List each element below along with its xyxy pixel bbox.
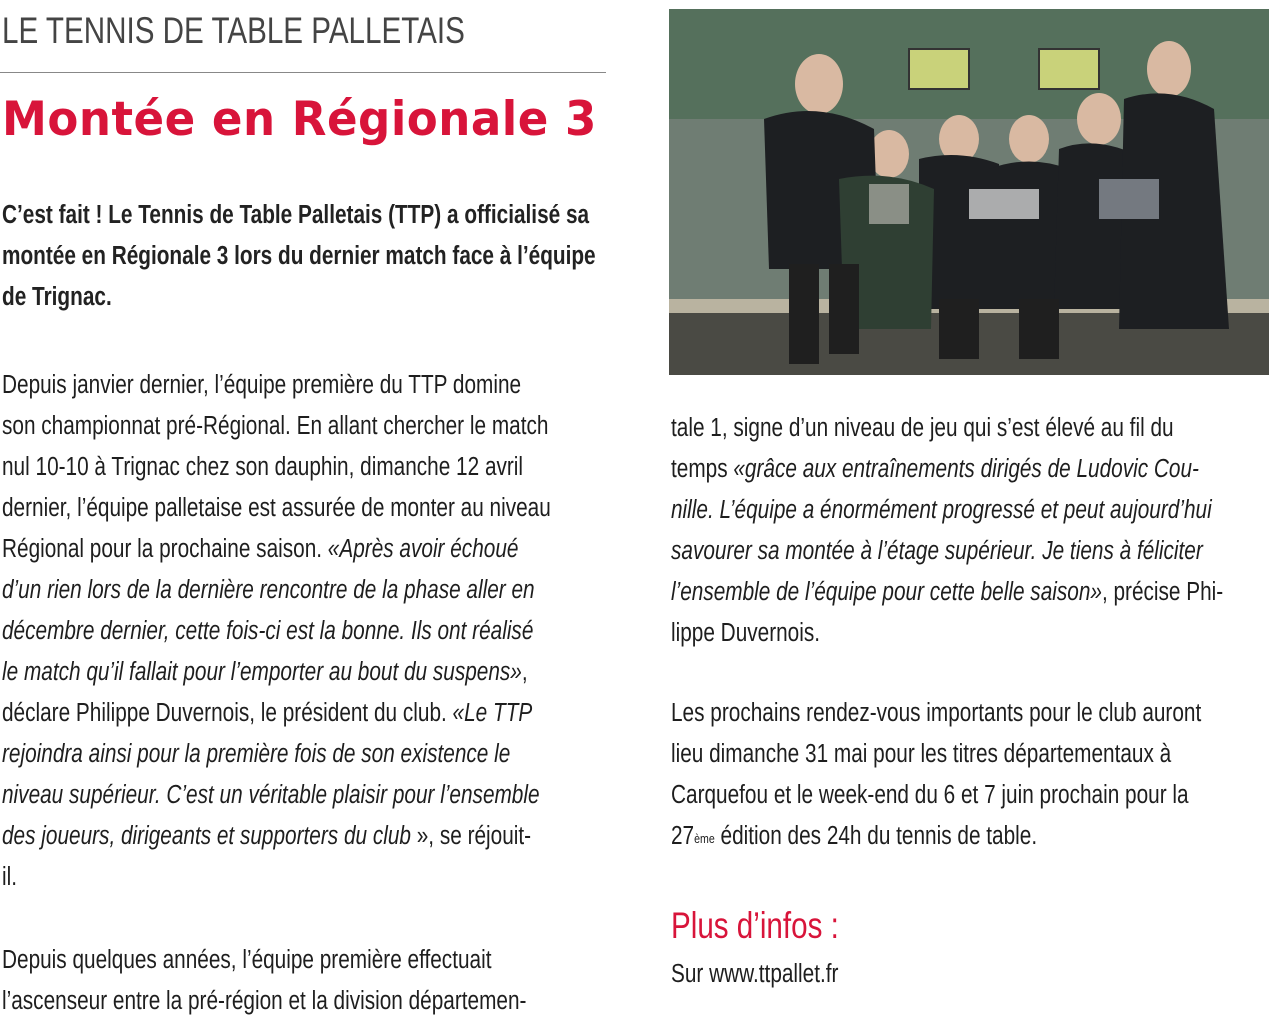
quote-run: décembre dernier, cette fois-ci est la bonne. Ils ont réalisé <box>2 617 534 645</box>
quote-run: rejoindra ainsi pour la première fois de son existence le <box>2 740 511 768</box>
lede-line: C’est fait ! Le Tennis de Table Palletais (TTP) a officialisé sa <box>2 201 590 229</box>
article-paragraph-2 <box>2 940 605 1022</box>
lede-line: de Trignac. <box>2 283 112 311</box>
text-line: son championnat pré-Régional. En allant chercher le match <box>2 412 549 440</box>
text-line <box>671 816 1269 857</box>
text-line: Depuis janvier dernier, l’équipe première du TTP domine <box>2 371 522 399</box>
text-line <box>671 449 1269 490</box>
text-line: l’ascenseur entre la pré-région et la division départemen- <box>2 987 527 1015</box>
text-run: , précise Phi- <box>1101 578 1224 606</box>
text-run: déclare Philippe Duvernois, le président du club. <box>2 699 453 727</box>
text-line <box>671 531 1269 572</box>
text-line: lippe Duvernois. <box>671 619 821 647</box>
quote-run: «grâce aux entraînements dirigés de Ludovic Cou- <box>733 455 1199 483</box>
quote-run: «Après avoir échoué <box>327 535 519 563</box>
more-info-heading: Plus d’infos : <box>671 905 839 946</box>
text-line <box>2 816 605 857</box>
text-line <box>2 529 605 570</box>
quote-run: des joueurs, dirigeants et supporters du club <box>2 822 411 850</box>
text-line: nul 10-10 à Trignac chez son dauphin, dimanche 12 avril <box>2 453 524 481</box>
text-run: temps <box>671 455 734 483</box>
text-line: Les prochains rendez-vous importants pour le club auront <box>671 699 1202 727</box>
quote-run: «Le TTP <box>452 699 533 727</box>
text-line <box>2 734 605 775</box>
quote-run: d’un rien lors de la dernière rencontre de la phase aller en <box>2 576 535 604</box>
article-lede <box>2 195 605 318</box>
text-line <box>2 775 605 816</box>
text-line: lieu dimanche 31 mai pour les titres départementaux à <box>671 740 1172 768</box>
quote-run: l’ensemble de l’équipe pour cette belle saison» <box>671 578 1102 606</box>
quote-run: le match qu’il fallait pour l’emporter au bout du suspens» <box>2 658 522 686</box>
text-line <box>2 693 605 734</box>
article-paragraph-1 <box>2 365 605 898</box>
text-line <box>671 572 1269 613</box>
text-line <box>671 490 1269 531</box>
text-line: Carquefou et le week-end du 6 et 7 juin prochain pour la <box>671 781 1189 809</box>
text-run: , <box>521 658 528 686</box>
more-info-link[interactable]: Sur www.ttpallet.fr <box>671 960 839 988</box>
text-line: il. <box>2 863 18 891</box>
text-run: », se réjouit- <box>410 822 532 850</box>
article-paragraph-3 <box>671 408 1269 654</box>
section-title: LE TENNIS DE TABLE PALLETAIS <box>2 10 465 51</box>
text-line <box>2 611 605 652</box>
text-run: Régional pour la prochaine saison. <box>2 535 328 563</box>
quote-run: savourer sa montée à l’étage supérieur. Je tiens à féliciter <box>671 537 1203 565</box>
text-run: édition des 24h du tennis de table. <box>714 822 1038 850</box>
text-line <box>2 652 605 693</box>
text-line: dernier, l’équipe palletaise est assurée de monter au niveau <box>2 494 551 522</box>
text-line <box>2 570 605 611</box>
text-line: Depuis quelques années, l’équipe première effectuait <box>2 946 492 974</box>
superscript: ème <box>694 831 715 846</box>
lede-line: montée en Régionale 3 lors du dernier match face à l’équipe <box>2 242 596 270</box>
team-photo <box>669 9 1269 375</box>
team-photo-illustration <box>669 9 1269 375</box>
article-paragraph-4 <box>671 693 1269 857</box>
quote-run: niveau supérieur. C’est un véritable plaisir pour l’ensemble <box>2 781 540 809</box>
text-run: 27 <box>671 822 695 850</box>
quote-run: nille. L’équipe a énormément progressé et peut aujourd’hui <box>671 496 1212 524</box>
title-rule <box>0 72 606 73</box>
text-line: tale 1, signe d’un niveau de jeu qui s’est élevé au fil du <box>671 414 1174 442</box>
article-headline: Montée en Régionale 3 <box>2 92 597 147</box>
